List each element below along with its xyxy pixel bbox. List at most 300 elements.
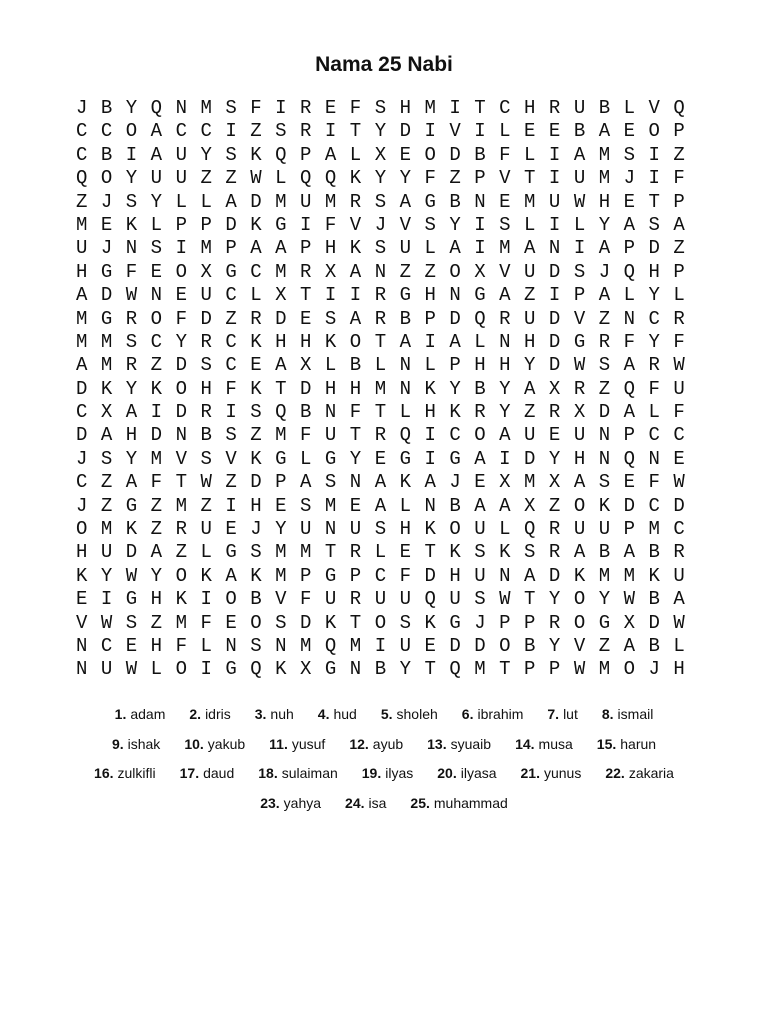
grid-cell: L <box>374 354 387 377</box>
grid-cell: E <box>300 307 312 330</box>
grid-cell: W <box>125 564 138 587</box>
grid-cell: L <box>474 330 486 353</box>
grid-cell: T <box>349 424 362 447</box>
grid-cell: C <box>200 120 212 143</box>
grid-cell: W <box>250 167 262 190</box>
grid-cell: A <box>349 260 362 283</box>
grid-cell: B <box>524 634 536 657</box>
grid-cell: Z <box>150 611 163 634</box>
grid-row <box>76 612 700 635</box>
grid-cell: N <box>424 494 436 517</box>
grid-cell: I <box>100 588 113 611</box>
word-text: sulaiman <box>281 765 338 781</box>
word-number: 8. <box>601 706 614 722</box>
grid-cell: U <box>524 260 536 283</box>
grid-cell: H <box>150 634 163 657</box>
grid-row <box>76 541 700 564</box>
grid-cell: P <box>349 564 362 587</box>
grid-cell: I <box>175 237 187 260</box>
grid-cell: I <box>449 97 461 119</box>
grid-cell: M <box>598 167 611 190</box>
grid-cell: W <box>200 471 212 494</box>
grid-row <box>76 261 700 284</box>
grid-cell: A <box>150 143 163 166</box>
grid-cell: A <box>474 494 486 517</box>
grid-cell: D <box>225 213 237 236</box>
grid-cell: T <box>374 330 387 353</box>
grid-row <box>76 565 700 588</box>
grid-cell: M <box>349 634 362 657</box>
grid-cell: S <box>225 424 237 447</box>
grid-cell: O <box>349 330 362 353</box>
word-item <box>318 702 357 732</box>
grid-cell: I <box>474 237 486 260</box>
grid-cell: L <box>399 494 411 517</box>
grid-cell: I <box>424 447 436 470</box>
grid-cell: C <box>673 424 685 447</box>
grid-row <box>76 97 700 120</box>
grid-cell: L <box>524 213 536 236</box>
grid-cell: V <box>175 447 187 470</box>
grid-cell: M <box>275 541 287 564</box>
grid-cell: Y <box>399 658 411 681</box>
grid-cell: U <box>76 237 88 260</box>
grid-cell: S <box>374 237 387 260</box>
grid-cell: U <box>399 634 411 657</box>
grid-cell: D <box>175 401 187 424</box>
word-number: 12. <box>349 735 369 752</box>
grid-cell: L <box>200 541 212 564</box>
grid-cell: G <box>225 541 237 564</box>
grid-cell: S <box>150 237 163 260</box>
grid-cell: E <box>424 634 436 657</box>
grid-cell: M <box>100 518 113 541</box>
grid-cell: O <box>100 167 113 190</box>
grid-cell: S <box>573 260 586 283</box>
grid-cell: K <box>648 564 660 587</box>
grid-cell: H <box>76 541 88 564</box>
grid-cell: W <box>573 354 586 377</box>
grid-cell: L <box>150 658 163 681</box>
grid-cell: V <box>76 611 88 634</box>
grid-cell: R <box>349 541 362 564</box>
grid-cell: P <box>225 237 237 260</box>
grid-cell: W <box>499 588 511 611</box>
grid-cell: N <box>374 260 387 283</box>
grid-cell: M <box>524 190 536 213</box>
grid-cell: Y <box>349 447 362 470</box>
grid-cell: V <box>399 213 411 236</box>
grid-cell: F <box>424 167 436 190</box>
grid-cell: F <box>499 143 511 166</box>
grid-cell: I <box>225 401 237 424</box>
grid-cell: Q <box>524 518 536 541</box>
grid-cell: P <box>275 471 287 494</box>
grid-cell: L <box>573 213 586 236</box>
grid-cell: P <box>623 424 635 447</box>
grid-cell: M <box>524 471 536 494</box>
grid-cell: S <box>200 354 212 377</box>
grid-cell: K <box>275 658 287 681</box>
grid-cell: Z <box>200 494 212 517</box>
word-text: sholeh <box>396 706 438 722</box>
grid-cell: U <box>324 424 337 447</box>
word-text: muhammad <box>433 794 508 811</box>
grid-cell: A <box>125 401 138 424</box>
grid-cell: A <box>150 541 163 564</box>
grid-cell: P <box>175 213 187 236</box>
grid-cell: D <box>76 424 88 447</box>
grid-cell: Y <box>648 284 660 307</box>
grid-cell: A <box>623 634 635 657</box>
grid-cell: S <box>225 143 237 166</box>
grid-cell: F <box>399 564 411 587</box>
grid-cell: P <box>673 120 685 143</box>
grid-cell: A <box>598 120 611 143</box>
grid-cell: N <box>76 634 88 657</box>
grid-cell: N <box>399 377 411 400</box>
grid-cell: H <box>524 97 536 119</box>
grid-cell: R <box>474 401 486 424</box>
grid-cell: X <box>200 260 212 283</box>
grid-cell: Z <box>150 518 163 541</box>
grid-cell: D <box>548 330 561 353</box>
grid-cell: E <box>623 190 635 213</box>
grid-cell: Z <box>150 494 163 517</box>
grid-cell: Z <box>100 494 113 517</box>
grid-cell: A <box>399 190 411 213</box>
grid-cell: O <box>573 611 586 634</box>
grid-cell: K <box>250 377 262 400</box>
grid-cell: I <box>200 658 212 681</box>
grid-cell: R <box>300 120 312 143</box>
grid-cell: P <box>449 354 461 377</box>
word-number: 11. <box>269 735 288 752</box>
grid-cell: M <box>374 377 387 400</box>
word-item <box>515 732 573 762</box>
grid-cell: F <box>175 634 187 657</box>
grid-cell: C <box>499 97 511 119</box>
grid-cell: G <box>324 658 337 681</box>
grid-cell: U <box>524 307 536 330</box>
grid-cell: D <box>399 120 411 143</box>
grid-cell: B <box>474 377 486 400</box>
grid-cell: N <box>175 424 187 447</box>
grid-cell: F <box>648 377 660 400</box>
grid-cell: A <box>673 588 685 611</box>
grid-cell: U <box>598 518 611 541</box>
grid-cell: R <box>673 541 685 564</box>
grid-cell: D <box>449 634 461 657</box>
grid-cell: D <box>548 564 561 587</box>
grid-cell: L <box>275 167 287 190</box>
grid-cell: E <box>623 120 635 143</box>
grid-cell: K <box>76 564 88 587</box>
grid-row <box>76 237 700 260</box>
grid-cell: U <box>324 588 337 611</box>
grid-cell: Z <box>524 401 536 424</box>
grid-cell: T <box>300 284 312 307</box>
grid-cell: F <box>300 424 312 447</box>
word-text: idris <box>205 706 231 722</box>
grid-cell: N <box>324 401 337 424</box>
grid-cell: N <box>275 634 287 657</box>
grid-cell: C <box>225 330 237 353</box>
grid-cell: R <box>598 330 611 353</box>
grid-cell: H <box>300 330 312 353</box>
grid-cell: R <box>200 401 212 424</box>
word-item <box>260 791 321 821</box>
grid-cell: A <box>623 541 635 564</box>
grid-cell: F <box>673 167 685 190</box>
grid-cell: M <box>324 494 337 517</box>
grid-cell: B <box>474 143 486 166</box>
grid-cell: C <box>673 518 685 541</box>
grid-cell: D <box>449 143 461 166</box>
grid-cell: O <box>623 658 635 681</box>
grid-cell: S <box>598 471 611 494</box>
grid-cell: C <box>150 330 163 353</box>
grid-cell: M <box>424 97 436 119</box>
word-text: adam <box>130 706 166 722</box>
word-item <box>547 702 577 732</box>
word-text: yunus <box>543 765 582 781</box>
word-number: 19. <box>361 765 382 781</box>
grid-cell: A <box>499 424 511 447</box>
word-text: daud <box>203 765 235 781</box>
grid-cell: Z <box>673 143 685 166</box>
word-item <box>349 732 403 762</box>
grid-cell: R <box>548 401 561 424</box>
grid-cell: M <box>623 564 635 587</box>
grid-cell: X <box>300 354 312 377</box>
grid-cell: U <box>449 588 461 611</box>
grid-cell: N <box>648 447 660 470</box>
grid-cell: Z <box>449 167 461 190</box>
grid-row <box>76 401 700 424</box>
grid-cell: K <box>449 541 461 564</box>
grid-cell: L <box>324 354 337 377</box>
grid-cell: X <box>300 658 312 681</box>
grid-cell: W <box>673 611 685 634</box>
grid-cell: E <box>175 284 187 307</box>
grid-cell: S <box>125 190 138 213</box>
grid-cell: R <box>548 541 561 564</box>
grid-cell: A <box>76 284 88 307</box>
word-number: 9. <box>111 735 124 752</box>
grid-row <box>76 167 700 190</box>
grid-cell: U <box>200 284 212 307</box>
grid-cell: K <box>573 564 586 587</box>
grid-cell: X <box>524 494 536 517</box>
grid-cell: U <box>175 167 187 190</box>
grid-cell: P <box>623 237 635 260</box>
grid-row <box>76 424 700 447</box>
grid-cell: J <box>250 518 262 541</box>
grid-cell: R <box>250 307 262 330</box>
grid-cell: G <box>324 447 337 470</box>
grid-cell: P <box>524 658 536 681</box>
grid-cell: O <box>648 120 660 143</box>
grid-cell: N <box>324 518 337 541</box>
grid-cell: T <box>349 120 362 143</box>
grid-cell: A <box>225 190 237 213</box>
grid-cell: G <box>225 260 237 283</box>
grid-cell: B <box>573 120 586 143</box>
grid-cell: I <box>474 120 486 143</box>
grid-cell: R <box>499 307 511 330</box>
grid-cell: Z <box>548 494 561 517</box>
grid-cell: O <box>125 120 138 143</box>
grid-cell: E <box>623 471 635 494</box>
word-item <box>427 732 491 762</box>
grid-cell: L <box>200 190 212 213</box>
grid-cell: I <box>374 634 387 657</box>
grid-cell: H <box>399 97 411 119</box>
grid-cell: I <box>648 143 660 166</box>
grid-cell: H <box>499 354 511 377</box>
grid-row <box>76 635 700 658</box>
grid-cell: E <box>324 97 337 119</box>
grid-cell: K <box>250 213 262 236</box>
grid-cell: W <box>125 284 138 307</box>
grid-cell: C <box>648 424 660 447</box>
grid-cell: L <box>499 518 511 541</box>
word-text: ishak <box>127 735 161 752</box>
grid-cell: H <box>424 401 436 424</box>
grid-row <box>76 331 700 354</box>
grid-cell: T <box>648 190 660 213</box>
grid-cell: A <box>573 143 586 166</box>
word-item <box>184 732 245 762</box>
grid-cell: N <box>125 237 138 260</box>
grid-cell: R <box>175 518 187 541</box>
grid-cell: V <box>573 307 586 330</box>
grid-cell: X <box>275 284 287 307</box>
grid-cell: V <box>275 588 287 611</box>
word-number: 21. <box>520 765 540 781</box>
grid-row <box>76 354 700 377</box>
grid-cell: U <box>573 518 586 541</box>
grid-cell: G <box>100 260 113 283</box>
grid-cell: I <box>125 143 138 166</box>
grid-cell: N <box>76 658 88 681</box>
grid-cell: I <box>474 213 486 236</box>
grid-cell: Y <box>399 167 411 190</box>
grid-cell: A <box>250 237 262 260</box>
grid-cell: Y <box>125 377 138 400</box>
grid-cell: Q <box>623 377 635 400</box>
word-text: zulkifli <box>117 765 156 781</box>
grid-cell: D <box>300 377 312 400</box>
grid-cell: I <box>548 167 561 190</box>
grid-cell: P <box>623 518 635 541</box>
grid-cell: U <box>474 518 486 541</box>
grid-cell: R <box>200 330 212 353</box>
grid-cell: A <box>623 401 635 424</box>
word-item <box>437 761 496 791</box>
grid-cell: N <box>474 190 486 213</box>
grid-cell: Q <box>399 424 411 447</box>
grid-cell: Q <box>324 634 337 657</box>
grid-cell: H <box>673 658 685 681</box>
grid-cell: P <box>524 611 536 634</box>
grid-cell: S <box>474 541 486 564</box>
word-number: 24. <box>345 794 365 811</box>
grid-cell: E <box>399 143 411 166</box>
word-text: zakaria <box>628 765 674 781</box>
grid-cell: P <box>548 658 561 681</box>
grid-cell: F <box>349 97 362 119</box>
grid-cell: A <box>125 471 138 494</box>
grid-cell: U <box>349 518 362 541</box>
grid-cell: M <box>474 658 486 681</box>
grid-cell: T <box>175 471 187 494</box>
word-row <box>40 702 728 732</box>
grid-cell: G <box>324 564 337 587</box>
grid-cell: S <box>200 447 212 470</box>
grid-cell: N <box>623 307 635 330</box>
grid-cell: R <box>374 307 387 330</box>
grid-cell: Q <box>424 588 436 611</box>
grid-cell: G <box>598 611 611 634</box>
word-text: lut <box>563 706 578 722</box>
grid-cell: Y <box>125 167 138 190</box>
grid-cell: W <box>573 658 586 681</box>
grid-cell: M <box>150 447 163 470</box>
grid-cell: G <box>125 494 138 517</box>
grid-cell: R <box>648 354 660 377</box>
grid-cell: L <box>623 97 635 119</box>
grid-cell: A <box>225 564 237 587</box>
grid-cell: J <box>449 471 461 494</box>
grid-cell: K <box>349 237 362 260</box>
word-number: 3. <box>254 706 267 722</box>
grid-cell: Z <box>150 354 163 377</box>
grid-cell: Y <box>648 330 660 353</box>
word-text: isa <box>368 794 387 811</box>
word-item <box>345 791 386 821</box>
grid-cell: R <box>548 97 561 119</box>
grid-cell: U <box>524 424 536 447</box>
word-item <box>258 761 338 791</box>
grid-cell: O <box>175 658 187 681</box>
grid-row <box>76 471 700 494</box>
grid-cell: Q <box>150 97 163 119</box>
grid-cell: R <box>300 97 312 119</box>
grid-cell: A <box>598 284 611 307</box>
grid-cell: M <box>300 634 312 657</box>
grid-cell: Y <box>598 213 611 236</box>
grid-cell: U <box>673 564 685 587</box>
grid-cell: A <box>275 237 287 260</box>
grid-cell: C <box>100 120 113 143</box>
grid-cell: T <box>324 541 337 564</box>
grid-cell: D <box>100 284 113 307</box>
grid-cell: Q <box>673 97 685 119</box>
grid-cell: S <box>374 97 387 119</box>
grid-cell: K <box>250 143 262 166</box>
grid-cell: Q <box>449 658 461 681</box>
grid-cell: Y <box>200 143 212 166</box>
grid-cell: K <box>250 564 262 587</box>
grid-cell: D <box>200 307 212 330</box>
grid-cell: F <box>250 97 262 119</box>
word-text: ilyasa <box>460 765 497 781</box>
grid-cell: Z <box>200 167 212 190</box>
word-number: 15. <box>596 735 617 752</box>
word-item <box>410 791 507 821</box>
